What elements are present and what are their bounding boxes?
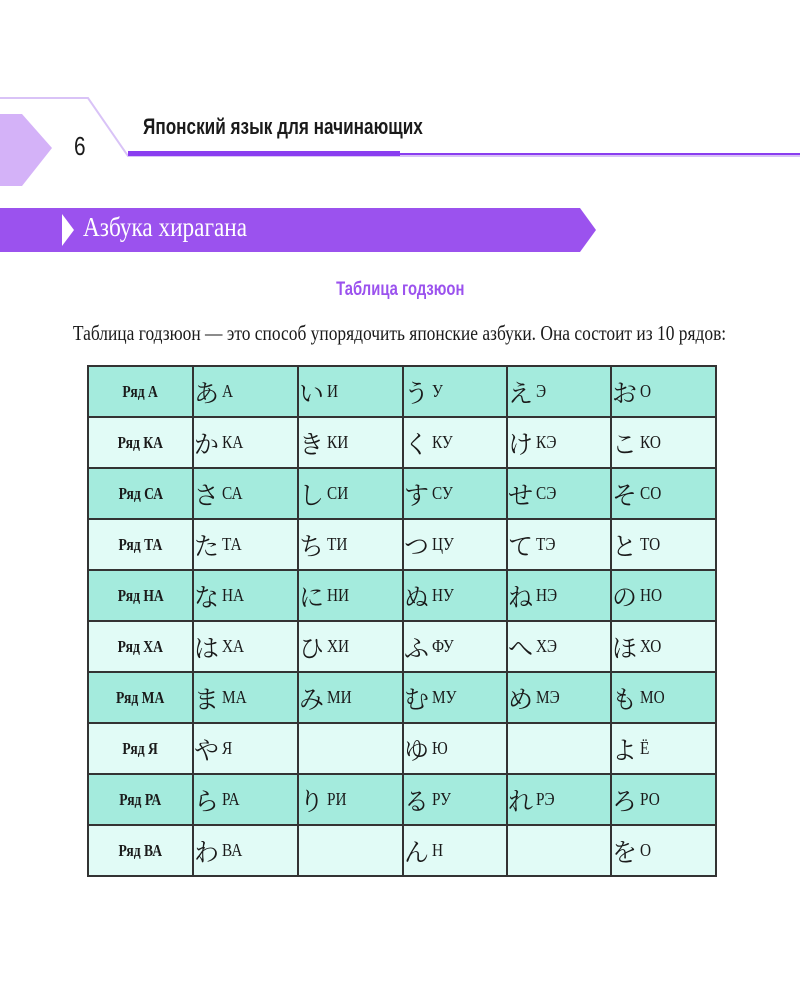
romanization: КА <box>222 432 244 452</box>
romanization: ВА <box>222 840 243 860</box>
kana-char: ね <box>508 582 534 612</box>
kana-cell <box>193 672 298 723</box>
kana-char: と <box>612 531 638 561</box>
romanization: НИ <box>327 585 350 605</box>
kana-char: ゆ <box>404 735 430 765</box>
romanization: КО <box>640 432 661 452</box>
romanization: КУ <box>432 432 453 452</box>
kana-char: ら <box>194 786 220 816</box>
kana-char: こ <box>612 429 638 459</box>
kana-char: さ <box>194 480 220 510</box>
kana-char: お <box>612 378 638 408</box>
header-tab <box>0 114 52 186</box>
kana-cell <box>611 621 716 672</box>
kana-char: わ <box>194 837 220 867</box>
romanization: О <box>640 381 652 401</box>
row-label-text: Ряд КА <box>117 432 164 452</box>
romanization: НЭ <box>536 585 558 605</box>
romanization: РИ <box>327 789 347 809</box>
romanization: ТИ <box>327 534 348 554</box>
kana-char: む <box>404 684 430 714</box>
kana-cell <box>193 774 298 825</box>
kana-cell <box>298 519 403 570</box>
romanization: ТЭ <box>536 534 556 554</box>
table-heading: Таблица годзюон <box>335 279 465 300</box>
kana-char: け <box>508 429 534 459</box>
kana-char: る <box>404 786 430 816</box>
kana-cell <box>507 621 611 672</box>
kana-char: は <box>194 633 220 663</box>
kana-char: え <box>508 378 534 408</box>
kana-char: ま <box>194 684 220 714</box>
kana-char: も <box>612 684 638 714</box>
kana-cell <box>611 825 716 876</box>
kana-cell <box>507 825 611 876</box>
romanization: МИ <box>327 687 352 707</box>
row-label-text: Ряд ТА <box>118 534 163 554</box>
kana-cell <box>403 723 507 774</box>
romanization: ФУ <box>432 636 454 656</box>
kana-char: う <box>404 378 430 408</box>
kana-char: て <box>508 531 534 561</box>
kana-cell <box>611 570 716 621</box>
row-label-text: Ряд А <box>122 381 159 401</box>
kana-char: ち <box>299 531 325 561</box>
kana-cell <box>298 672 403 723</box>
romanization: МУ <box>432 687 457 707</box>
kana-cell <box>507 519 611 570</box>
row-label <box>88 672 193 723</box>
row-label <box>88 366 193 417</box>
table-row <box>88 825 716 876</box>
row-label <box>88 519 193 570</box>
kana-char: そ <box>612 480 638 510</box>
kana-char: の <box>612 582 638 612</box>
kana-cell <box>507 570 611 621</box>
row-label-text: Ряд Я <box>122 738 159 758</box>
kana-cell <box>611 468 716 519</box>
romanization: Н <box>432 840 444 860</box>
romanization: ХИ <box>327 636 350 656</box>
kana-cell <box>507 468 611 519</box>
romanization: Ё <box>640 738 650 758</box>
kana-char: い <box>299 378 325 408</box>
romanization: ХЭ <box>536 636 557 656</box>
kana-cell <box>298 621 403 672</box>
table-row <box>88 621 716 672</box>
romanization: О <box>640 840 652 860</box>
header-underline <box>128 151 400 156</box>
kana-cell <box>611 417 716 468</box>
kana-char: ひ <box>299 633 325 663</box>
romanization: Я <box>222 738 233 758</box>
romanization: Ю <box>432 738 448 758</box>
kana-cell <box>298 825 403 876</box>
kana-char: ん <box>404 837 430 867</box>
kana-cell <box>507 366 611 417</box>
romanization: СА <box>222 483 243 503</box>
romanization: СИ <box>327 483 349 503</box>
kana-cell <box>298 366 403 417</box>
romanization: СО <box>640 483 662 503</box>
row-label-text: Ряд РА <box>119 789 162 809</box>
row-label-text: Ряд ХА <box>117 636 164 656</box>
kana-char: に <box>299 582 325 612</box>
kana-cell <box>193 723 298 774</box>
kana-cell <box>193 519 298 570</box>
romanization: ХО <box>640 636 662 656</box>
romanization: НА <box>222 585 245 605</box>
row-label <box>88 723 193 774</box>
romanization: ТА <box>222 534 242 554</box>
table-row <box>88 723 716 774</box>
kana-char: き <box>299 429 325 459</box>
kana-char: あ <box>194 378 220 408</box>
kana-cell <box>403 366 507 417</box>
romanization: МЭ <box>536 687 560 707</box>
table-row <box>88 519 716 570</box>
kana-cell <box>611 774 716 825</box>
row-label <box>88 570 193 621</box>
kana-cell <box>403 519 507 570</box>
kana-cell <box>403 825 507 876</box>
kana-cell <box>193 417 298 468</box>
kana-char: や <box>194 735 220 765</box>
kana-char: み <box>299 684 325 714</box>
kana-cell <box>507 417 611 468</box>
kana-cell <box>403 570 507 621</box>
row-label-text: Ряд СА <box>118 483 163 503</box>
kana-cell <box>193 570 298 621</box>
kana-cell <box>507 723 611 774</box>
romanization: Э <box>536 381 547 401</box>
header-underline-thin <box>400 153 800 155</box>
table-row <box>88 417 716 468</box>
header-decoration <box>0 0 800 200</box>
romanization: РО <box>640 789 660 809</box>
kana-char: せ <box>508 480 534 510</box>
kana-char: か <box>194 429 220 459</box>
kana-char: よ <box>612 735 638 765</box>
kana-cell <box>611 672 716 723</box>
kana-cell <box>403 417 507 468</box>
romanization: У <box>432 381 443 401</box>
romanization: РА <box>222 789 240 809</box>
kana-cell <box>403 774 507 825</box>
kana-cell <box>403 672 507 723</box>
kana-cell <box>298 723 403 774</box>
row-label-text: Ряд МА <box>116 687 165 707</box>
kana-char: り <box>299 786 325 816</box>
kana-char: ふ <box>404 633 430 663</box>
romanization: А <box>222 381 234 401</box>
romanization: МА <box>222 687 247 707</box>
row-label-text: Ряд ВА <box>118 840 163 860</box>
romanization: КИ <box>327 432 349 452</box>
kana-char: へ <box>508 633 534 663</box>
kana-cell <box>298 417 403 468</box>
kana-char: ぬ <box>404 582 430 612</box>
row-label <box>88 417 193 468</box>
kana-char: ろ <box>612 786 638 816</box>
kana-char: く <box>404 429 430 459</box>
kana-char: た <box>194 531 220 561</box>
table-row <box>88 570 716 621</box>
kana-char: を <box>612 837 638 867</box>
romanization: ХА <box>222 636 245 656</box>
row-label <box>88 825 193 876</box>
romanization: НУ <box>432 585 454 605</box>
romanization: ЦУ <box>432 534 454 554</box>
romanization: МО <box>640 687 665 707</box>
row-label-text: Ряд НА <box>117 585 164 605</box>
book-title: Японский язык для начинающих <box>143 114 423 139</box>
kana-cell <box>611 519 716 570</box>
row-label <box>88 774 193 825</box>
table-row <box>88 468 716 519</box>
kana-cell <box>298 570 403 621</box>
romanization: РУ <box>432 789 451 809</box>
gojuon-table <box>87 365 717 877</box>
kana-char: ほ <box>612 633 638 663</box>
kana-char: な <box>194 582 220 612</box>
romanization: РЭ <box>536 789 555 809</box>
kana-cell <box>298 774 403 825</box>
table-row <box>88 672 716 723</box>
kana-cell <box>403 621 507 672</box>
romanization: ТО <box>640 534 661 554</box>
kana-char: し <box>299 480 325 510</box>
kana-cell <box>193 621 298 672</box>
page-number: 6 <box>74 131 86 161</box>
intro-text: Таблица годзюон — это способ упорядочить японские азбуки. Она состоит из 10 рядов: <box>73 321 727 345</box>
section-title: Азбука хирагана <box>83 212 248 242</box>
kana-cell <box>298 468 403 519</box>
row-label <box>88 468 193 519</box>
romanization: СУ <box>432 483 453 503</box>
kana-cell <box>611 723 716 774</box>
kana-cell <box>507 774 611 825</box>
kana-char: れ <box>508 786 534 816</box>
table-row <box>88 366 716 417</box>
table-row <box>88 774 716 825</box>
kana-char: つ <box>404 531 430 561</box>
kana-cell <box>193 366 298 417</box>
kana-cell <box>193 468 298 519</box>
romanization: И <box>327 381 339 401</box>
row-label <box>88 621 193 672</box>
romanization: НО <box>640 585 663 605</box>
kana-char: め <box>508 684 534 714</box>
kana-cell <box>507 672 611 723</box>
kana-char: す <box>404 480 430 510</box>
kana-cell <box>403 468 507 519</box>
kana-cell <box>611 366 716 417</box>
romanization: КЭ <box>536 432 557 452</box>
romanization: СЭ <box>536 483 557 503</box>
kana-cell <box>193 825 298 876</box>
